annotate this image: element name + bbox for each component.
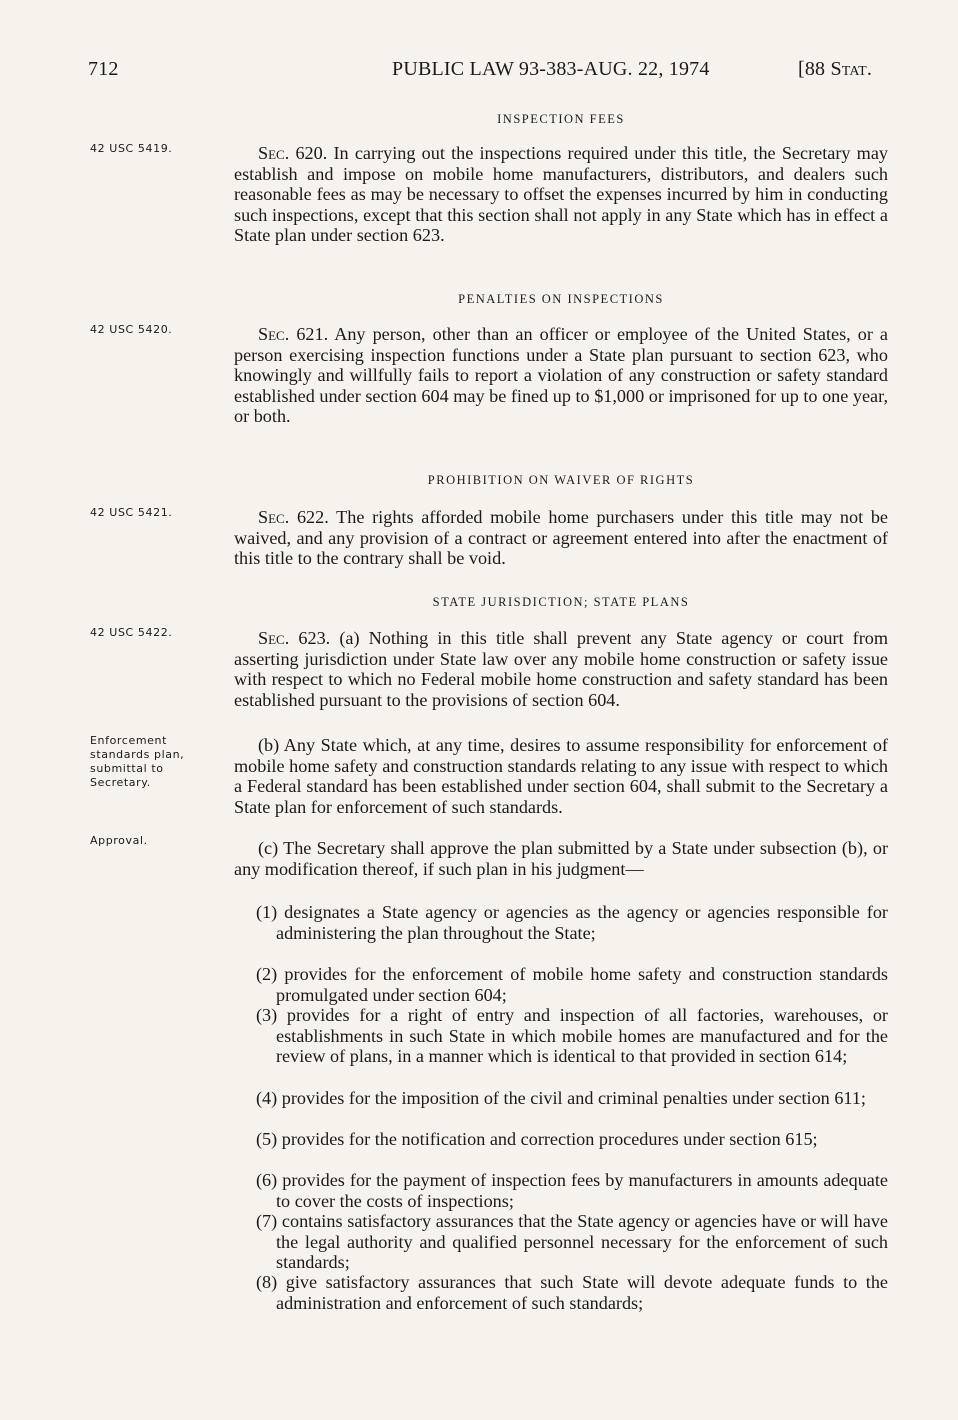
plan-requirement-3: (3) provides for a right of entry and inspection of all factories, warehouses, or establishments in such State in which mobile homes are manufactured and for the review of plans, in a manner which is identical to that provided in section 614;: [256, 1005, 888, 1066]
margin-note-approval: Approval.: [90, 834, 148, 847]
section-623-paragraph-b: (b) Any State which, at any time, desires to assume responsibility for enforcement of mobile home safety and construction standards relating to any issue with respect to which a Federal standard has been established under section 604, shall submit to the Secretary a State plan for enforcement of such standards.: [234, 735, 888, 817]
section-623-paragraph-c: (c) The Secretary shall approve the plan submitted by a State under subsection (b), or any modification thereof, if such plan in his judgment—: [234, 838, 888, 879]
section-622-paragraph: [234, 507, 888, 569]
plan-requirement-4: (4) provides for the imposition of the civil and criminal penalties under section 611;: [256, 1088, 866, 1108]
section-621-text: Any person, other than an officer or employee of the United States, or a person exercising inspection functions under a State plan pursuant to section 623, who knowingly and willfully fails to report a violation of any construction or safety standard established under section 604 may be fined up to $1,000 or imprisoned for up to one year, or both.: [234, 324, 889, 426]
plan-requirement-2: (2) provides for the enforcement of mobile home safety and construction standards promulgated under section 604;: [256, 964, 888, 1005]
heading-prohibition-on-waiver: PROHIBITION ON WAIVER OF RIGHTS: [427, 473, 695, 487]
section-623-label: Sec. 623.: [258, 628, 331, 648]
section-621-label: Sec. 621.: [258, 324, 329, 344]
plan-requirement-8: (8) give satisfactory assurances that such State will devote adequate funds to the administration and enforcement of such standards;: [256, 1272, 888, 1313]
section-623-paragraph-a: [234, 628, 888, 710]
margin-note-enforcement: Enforcement standards plan, submittal to Secretary.: [90, 734, 185, 789]
plan-requirement-6: (6) provides for the payment of inspection fees by manufacturers in amounts adequate to cover the costs of inspections;: [256, 1170, 888, 1211]
heading-state-jurisdiction: STATE JURISDICTION; STATE PLANS: [432, 595, 690, 609]
section-620-label: Sec. 620.: [258, 143, 328, 163]
plan-requirement-5: (5) provides for the notification and correction procedures under section 615;: [256, 1129, 818, 1149]
section-622-text: The rights afforded mobile home purchasers under this title may not be waived, and any provision of a contract or agreement entered into after the enactment of this title to the contrary shall be void.: [234, 507, 889, 568]
section-620-text: In carrying out the inspections required under this title, the Secretary may establish and impose on mobile home manufacturers, distributors, and dealers such reasonable fees as may be necessary to offset the expenses incurred by him in conducting such inspections, except that this section shall not apply in any State which has in effect a State plan under section 623.: [234, 143, 888, 245]
section-620-paragraph: [234, 143, 888, 246]
margin-note-usc-5419: 42 USC 5419.: [90, 142, 173, 155]
margin-note-usc-5421: 42 USC 5421.: [90, 506, 173, 519]
page-number: 712: [88, 58, 119, 80]
plan-requirement-7: (7) contains satisfactory assurances that the State agency or agencies have or will have the legal authority and qualified personnel necessary for the enforcement of such standards;: [256, 1211, 888, 1272]
plan-requirement-1: (1) designates a State agency or agencies as the agency or agencies responsible for administering the plan throughout the State;: [256, 902, 888, 943]
volume-reference: [88 Stat.: [798, 58, 873, 80]
heading-penalties-on-inspections: PENALTIES ON INSPECTIONS: [458, 292, 664, 306]
section-622-label: Sec. 622.: [258, 507, 329, 527]
margin-note-usc-5420: 42 USC 5420.: [90, 323, 173, 336]
running-title: PUBLIC LAW 93-383-AUG. 22, 1974: [392, 58, 710, 80]
heading-inspection-fees: INSPECTION FEES: [497, 112, 625, 126]
section-623-text-a: (a) Nothing in this title shall prevent any State agency or court from asserting jurisdiction under State law over any mobile home construction or safety issue with respect to which no Federal mobile home construction and safety standard has been established pursuant to the provisions of section 604.: [234, 628, 888, 710]
section-621-paragraph: [234, 324, 888, 427]
margin-note-usc-5422: 42 USC 5422.: [90, 626, 173, 639]
